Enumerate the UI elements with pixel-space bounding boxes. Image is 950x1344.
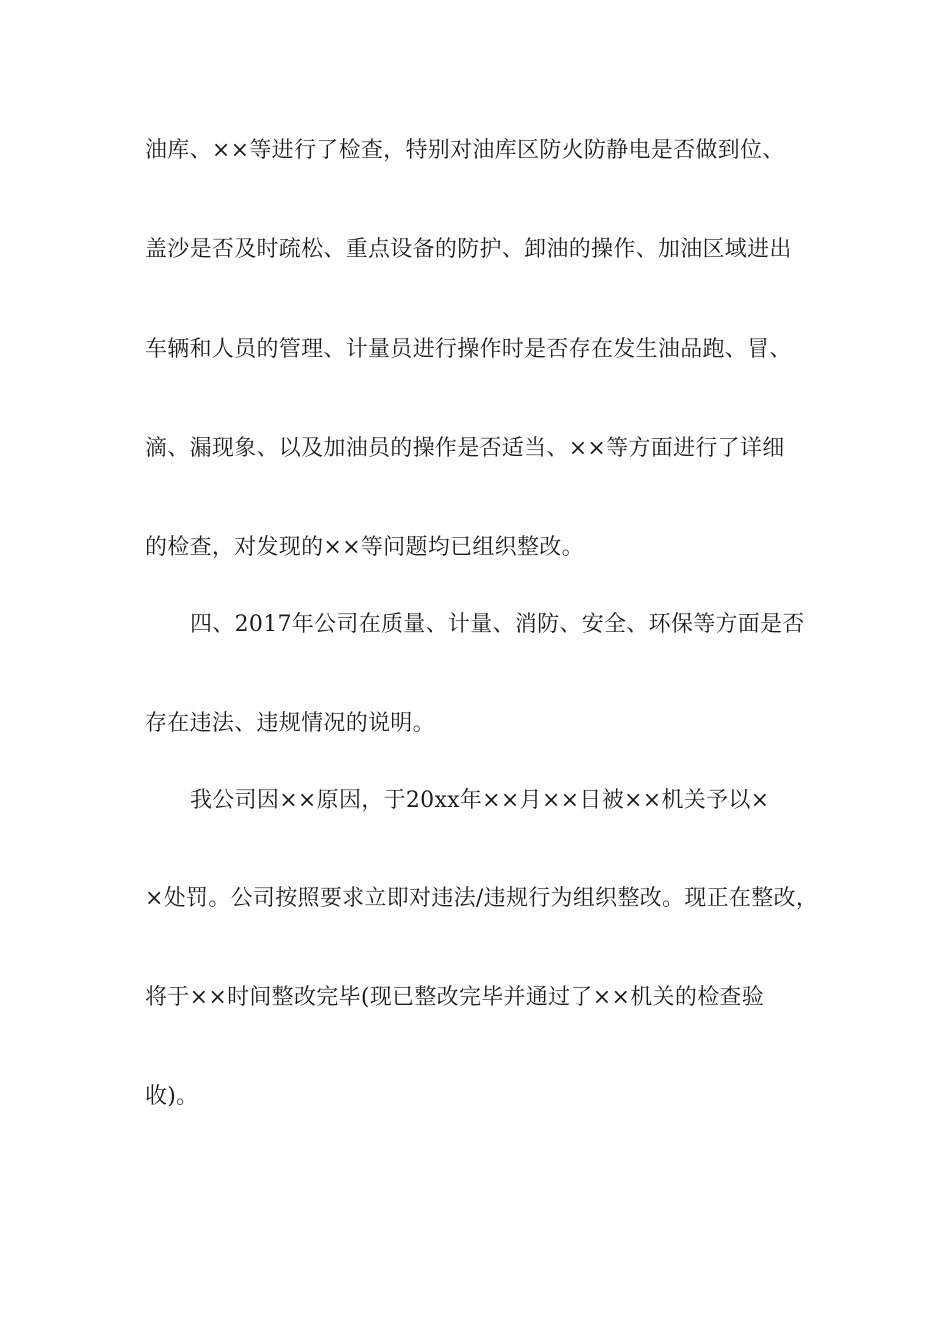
paragraph-line: 滴、漏现象、以及加油员的操作是否适当、××等方面进行了详细: [145, 436, 785, 461]
paragraph-line: 车辆和人员的管理、计量员进行操作时是否存在发生油品跑、冒、: [145, 337, 792, 362]
paragraph-line: ×处罚。公司按照要求立即对违法/违规行为组织整改。现正在整改，: [145, 886, 819, 911]
paragraph-line: 我公司因××原因，于20xx年××月××日被××机关予以×: [190, 788, 770, 813]
section-heading-line: 四、2017年公司在质量、计量、消防、安全、环保等方面是否: [190, 612, 805, 637]
section-heading-line: 存在违法、违规情况的说明。: [145, 711, 435, 736]
paragraph-line: 收)。: [145, 1084, 199, 1109]
paragraph-line: 油库、××等进行了检查，特别对油库区防火防静电是否做到位、: [145, 138, 785, 163]
paragraph-line: 将于××时间整改完毕(现已整改完毕并通过了××机关的检查验: [145, 985, 765, 1010]
paragraph-line: 盖沙是否及时疏松、重点设备的防护、卸油的操作、加油区域进出: [145, 237, 792, 262]
paragraph-line: 的检查，对发现的××等问题均已组织整改。: [145, 535, 584, 560]
